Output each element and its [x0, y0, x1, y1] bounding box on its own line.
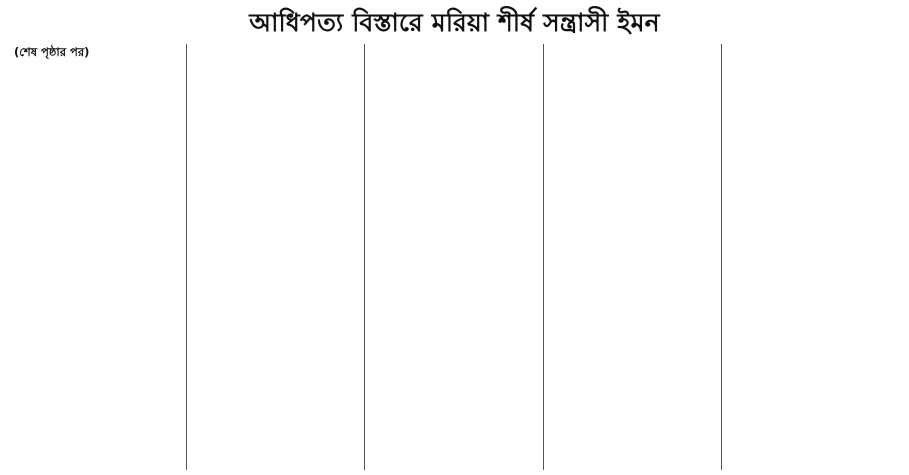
article-column-4: [544, 44, 723, 470]
continued-from-label: (শেষ পৃষ্ঠার পর): [14, 45, 90, 59]
article-paragraph: [14, 44, 180, 61]
article-column-1: [8, 44, 187, 470]
article-column-5: [722, 44, 901, 470]
article-column-2: [187, 44, 366, 470]
article-column-3: [365, 44, 544, 470]
article-headline: আধিপত্য বিস্তারে মরিয়া শীর্ষ সন্ত্রাসী ইমন: [249, 8, 660, 37]
article-body: [8, 44, 901, 470]
